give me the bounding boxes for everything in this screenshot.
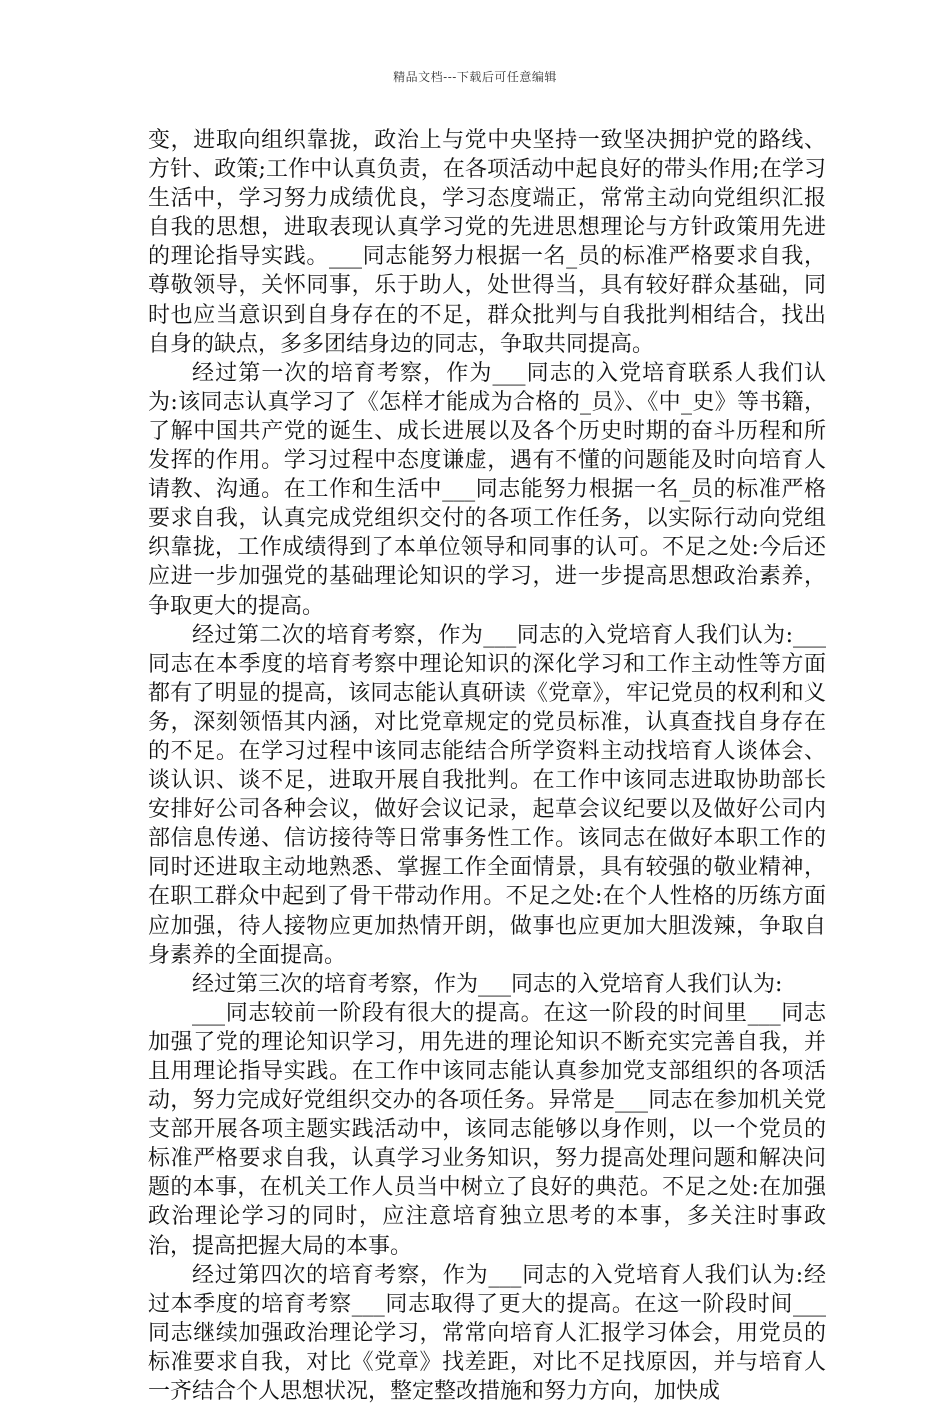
paragraph: 经过第一次的培育考察，作为___同志的入党培育联系人我们认为:该同志认真学习了《怎样才能成为合格的_员》、《中_史》等书籍，了解中国共产党的诞生、成长进展以及各个历史时期的奋斗历程和所发挥的作用。学习过程中态度谦虚，遇有不懂的问题能及时向培育人请教、沟通。在工作和生活中___同志能努力根据一名_员的标准严格要求自我，认真完成党组织交付的各项工作任务，以实际行动向党组织靠拢，工作成绩得到了本单位领导和同事的认可。不足之处:今后还应进一步加强党的基础理论知识的学习，进一步提高思想政治素养，争取更大的提高。 [148,360,826,619]
paragraph: 变，进取向组织靠拢，政治上与党中央坚持一致坚决拥护党的路线、方针、政策;工作中认真负责，在各项活动中起良好的带头作用;在学习生活中，学习努力成绩优良，学习态度端正，常常主动向党组织汇报自我的思想，进取表现认真学习党的先进思想理论与方针政策用先进的理论指导实践。___同志能努力根据一名_员的标准严格要求自我，尊敬领导，关怀同事，乐于助人，处世得当，具有较好群众基础，同时也应当意识到自身存在的不足，群众批判与自我批判相结合，找出自身的缺点，多多团结身边的同志，争取共同提高。 [148,128,826,357]
paragraph: 经过第二次的培育考察，作为___同志的入党培育人我们认为:___同志在本季度的培育考察中理论知识的深化学习和工作主动性等方面都有了明显的提高，该同志能认真研读《党章》，牢记党员的权利和义务，深刻领悟其内涵，对比党章规定的党员标准，认真查找自身存在的不足。在学习过程中该同志能结合所学资料主动找培育人谈体会、谈认识、谈不足，进取开展自我批判。在工作中该同志进取协助部长安排好公司各种会议，做好会议记录，起草会议纪要以及做好公司内部信息传递、信访接待等日常事务性工作。该同志在做好本职工作的同时还进取主动地熟悉、掌握工作全面情景，具有较强的敬业精神，在职工群众中起到了骨干带动作用。不足之处:在个人性格的历练方面应加强，待人接物应更加热情开朗，做事也应更加大胆泼辣，争取自身素养的全面提高。 [148,622,826,968]
paragraph: ___同志较前一阶段有很大的提高。在这一阶段的时间里___同志加强了党的理论知识学习，用先进的理论知识不断充实完善自我，并且用理论指导实践。在工作中该同志能认真参加党支部组织的各项活动，努力完成好党组织交办的各项任务。异常是___同志在参加机关党支部开展各项主题实践活动中，该同志能够以身作则，以一个党员的标准严格要求自我，认真学习业务知识，努力提高处理问题和解决问题的本事，在机关工作人员当中树立了良好的典范。不足之处:在加强政治理论学习的同时，应注意培育独立思考的本事，多关注时事政治，提高把握大局的本事。 [148,1000,826,1259]
paragraph: 经过第三次的培育考察，作为___同志的入党培育人我们认为: [192,971,783,997]
paragraph: 经过第四次的培育考察，作为___同志的入党培育人我们认为:经过本季度的培育考察___同志取得了更大的提高。在这一阶段时间___同志继续加强政治理论学习，常常向培育人汇报学习体会，用党员的标准要求自我，对比《党章》找差距，对比不足找原因，并与培育人一齐结合个人思想状况，整定整改措施和努力方向，加快成 [148,1262,826,1405]
page-header: 精品文档---下载后可任意编辑 [393,70,557,84]
document-body [148,126,826,1406]
